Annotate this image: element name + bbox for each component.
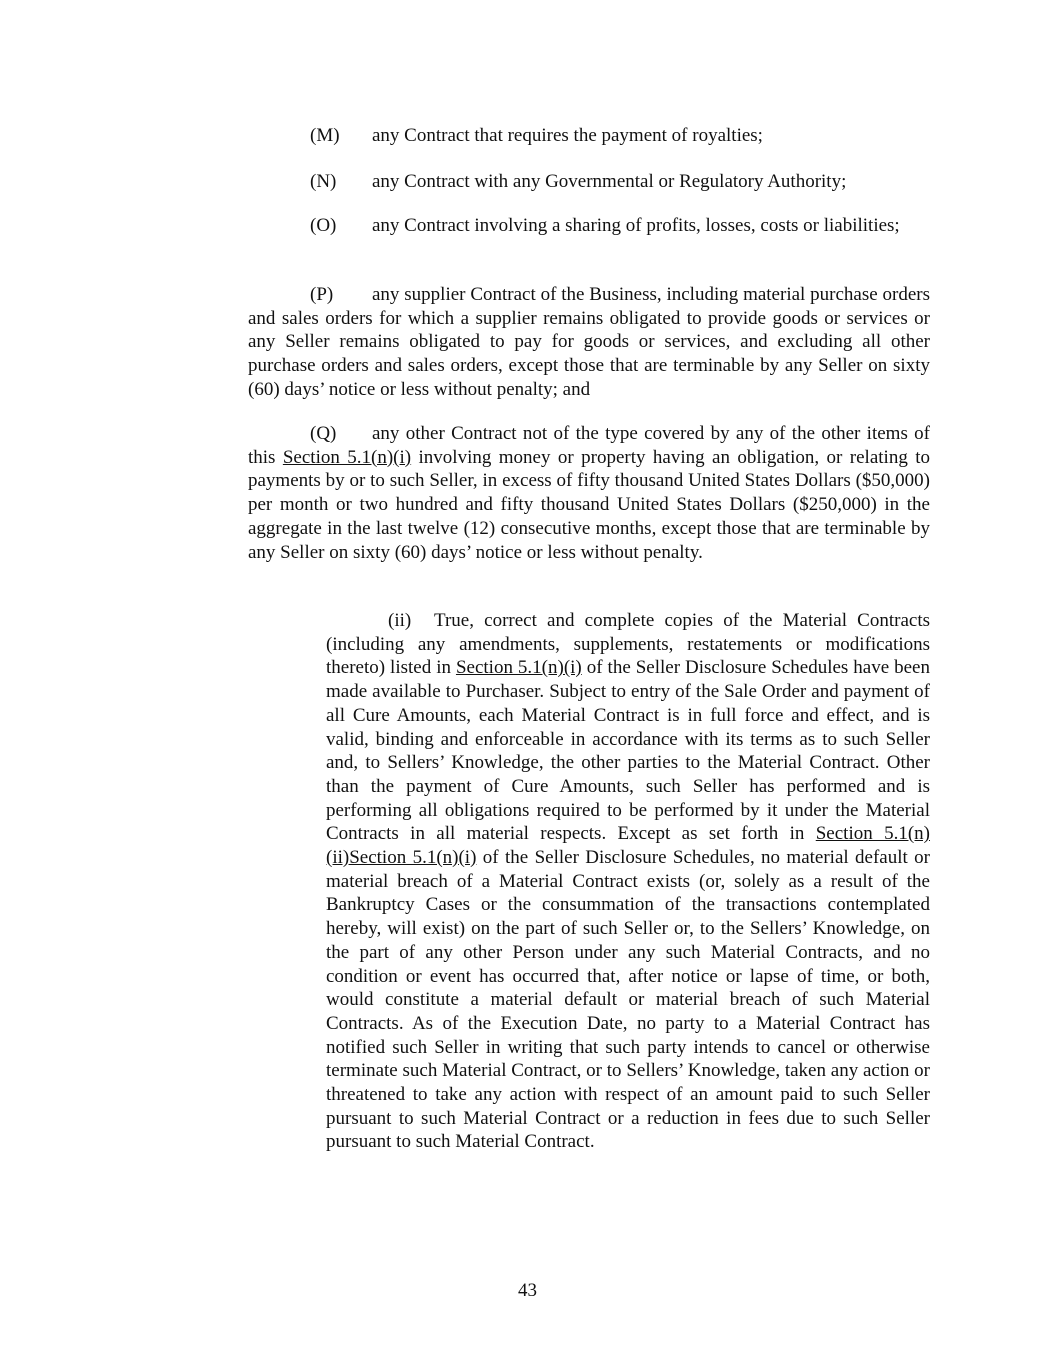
list-item-p xyxy=(248,283,930,402)
item-label-m: (M) xyxy=(310,125,340,146)
list-item-q xyxy=(248,422,930,564)
subsection-text-2: of the Seller Disclosure Schedules have been made available to Purchaser. Subject to entry of the Sale Order and payment of all Cure Amounts, each Material Contract is in full force and effect, and is valid, binding and enforceable in accordance with its terms as to such Seller and, to Sellers’ Knowledge, the other parties to the Material Contract. Other than the payment of Cure Amounts, such Seller has performed and is performing all obligations required to be performed by it under the Material Contracts in all material respects. Except as set forth in xyxy=(326,657,930,845)
item-label-p: (P) xyxy=(310,284,334,305)
section-reference-2: Section 5.1(n)(ii)Section 5.1(n)(i) xyxy=(326,823,930,869)
page-number: 43 xyxy=(518,1280,537,1301)
subsection-text-1: True, correct and complete copies of the Material Contracts (including any amendments, supplements, restatements or modifications thereto) listed in xyxy=(326,610,930,679)
subsection-ii xyxy=(326,609,930,1154)
item-text-q-after: involving money or property having an obligation, or relating to payments by or to such Seller, in excess of fifty thousand United States Dollars ($50,000) per month or two hundred and fifty thousand United States Dollars ($250,000) in the aggregate in the last twelve (12) consecutive months, except those that are terminable by any Seller on sixty (60) days’ notice or less without penalty. xyxy=(248,446,931,563)
item-text-o: any Contract involving a sharing of profits, losses, costs or liabilities; xyxy=(372,215,900,236)
list-item-m xyxy=(248,124,930,148)
section-reference-q: Section 5.1(n)(i) xyxy=(282,446,412,468)
item-label-o: (O) xyxy=(310,215,337,236)
list-item-n xyxy=(248,170,930,194)
list-item-o xyxy=(248,214,930,238)
subsection-label-ii: (ii) xyxy=(388,610,412,631)
item-label-n: (N) xyxy=(310,171,337,192)
section-reference-1: Section 5.1(n)(i) xyxy=(455,657,582,679)
item-text-p: any supplier Contract of the Business, including material purchase orders and sales orders for which a supplier remains obligated to provide goods or services or any Seller remains obligated to pay for goods or services, and excluding all other purchase orders and sales orders, except those that are terminable by any Seller on sixty (60) days’ notice or less without penalty; and xyxy=(248,284,930,400)
item-text-n: any Contract with any Governmental or Regulatory Authority; xyxy=(372,171,847,192)
item-label-q: (Q) xyxy=(310,423,337,444)
item-text-m: any Contract that requires the payment of royalties; xyxy=(372,125,763,146)
subsection-text-3: of the Seller Disclosure Schedules, no material default or material breach of a Material Contract exists (or, solely as a result of the Bankruptcy Cases or the consummation of the transactions contemplated hereby, will exist) on the part of such Seller or, to the Sellers’ Knowledge, on the part of any other Person under any such Material Contracts, and no condition or event has occurred that, after notice or lapse of time, or both, would constitute a material default or material breach of such Material Contracts. As of the Execution Date, no party to a Material Contract has notified such Seller in writing that such party intends to cancel or otherwise terminate such Material Contract, or to Sellers’ Knowledge, taken any action or threatened to take any action with respect of an amount paid to such Seller pursuant to such Material Contract or a reduction in fees due to such Seller pursuant to such Material Contract. xyxy=(326,847,930,1153)
item-text-q-before: any other Contract not of the type covered by any of the other items of this xyxy=(248,423,930,468)
